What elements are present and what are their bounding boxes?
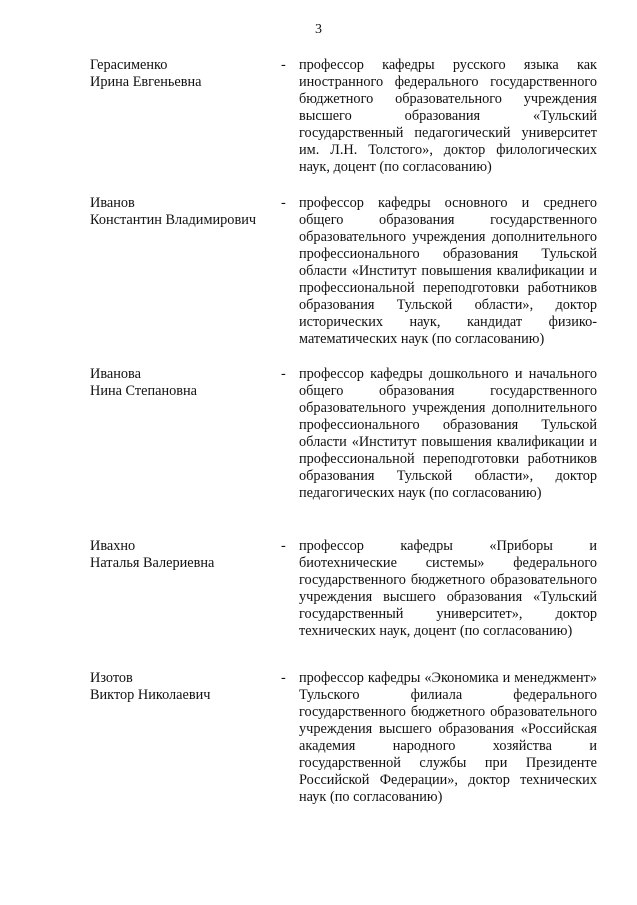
surname: Изотов (90, 670, 133, 686)
surname: Герасименко (90, 57, 168, 73)
separator-dash: - (281, 195, 286, 211)
list-item (0, 670, 637, 830)
position-description: профессор кафедры основного и среднего общего образования государственного образовательного учреждения дополнительного профессионального образования Тульской области «Институт повышения квалификации и профессиональной переподготовки работников образования Тульской области», доктор исторических наук, кандидат физико-математических наук (по согласованию) (299, 195, 597, 347)
list-item (0, 195, 637, 355)
given-names: Наталья Валериевна (90, 555, 215, 571)
surname: Иванов (90, 195, 135, 211)
surname: Иванова (90, 366, 141, 382)
person-name (90, 670, 280, 704)
person-name (90, 195, 280, 229)
position-description: профессор кафедры дошкольного и начального общего образования государственного образовательного учреждения дополнительного профессионального образования Тульской области «Институт повышения квалификации и профессиональной переподготовки работников образования Тульской области», доктор педагогических наук (по согласованию) (299, 366, 597, 501)
given-names: Константин Владимирович (90, 212, 257, 228)
separator-dash: - (281, 366, 286, 382)
person-name (90, 538, 280, 572)
person-name (90, 57, 280, 91)
list-item (0, 366, 637, 526)
position-description: профессор кафедры «Приборы и биотехнические системы» федерального государственного бюджетного образовательного учреждения высшего образования «Тульский государственный университет», доктор технических наук, доцент (по согласованию) (299, 538, 597, 639)
position-description: профессор кафедры русского языка как иностранного федерального государственного бюджетного образовательного учреждения высшего образования «Тульский государственный педагогический университет им. Л.Н. Толстого», доктор филологических наук, доцент (по согласованию) (299, 57, 597, 175)
given-names: Нина Степановна (90, 383, 198, 399)
surname: Ивахно (90, 538, 136, 554)
given-names: Ирина Евгеньевна (90, 74, 202, 90)
page-number: 3 (315, 22, 322, 37)
list-item (0, 57, 637, 217)
separator-dash: - (281, 670, 286, 686)
separator-dash: - (281, 57, 286, 73)
person-name (90, 366, 280, 400)
position-description: профессор кафедры «Экономика и менеджмент» Тульского филиала федерального государственного бюджетного образовательного учреждения высшего образования «Российская академия народного хозяйства и государственной службы при Президенте Российской Федерации», доктор технических наук (по согласованию) (299, 670, 597, 805)
separator-dash: - (281, 538, 286, 554)
given-names: Виктор Николаевич (90, 687, 211, 703)
